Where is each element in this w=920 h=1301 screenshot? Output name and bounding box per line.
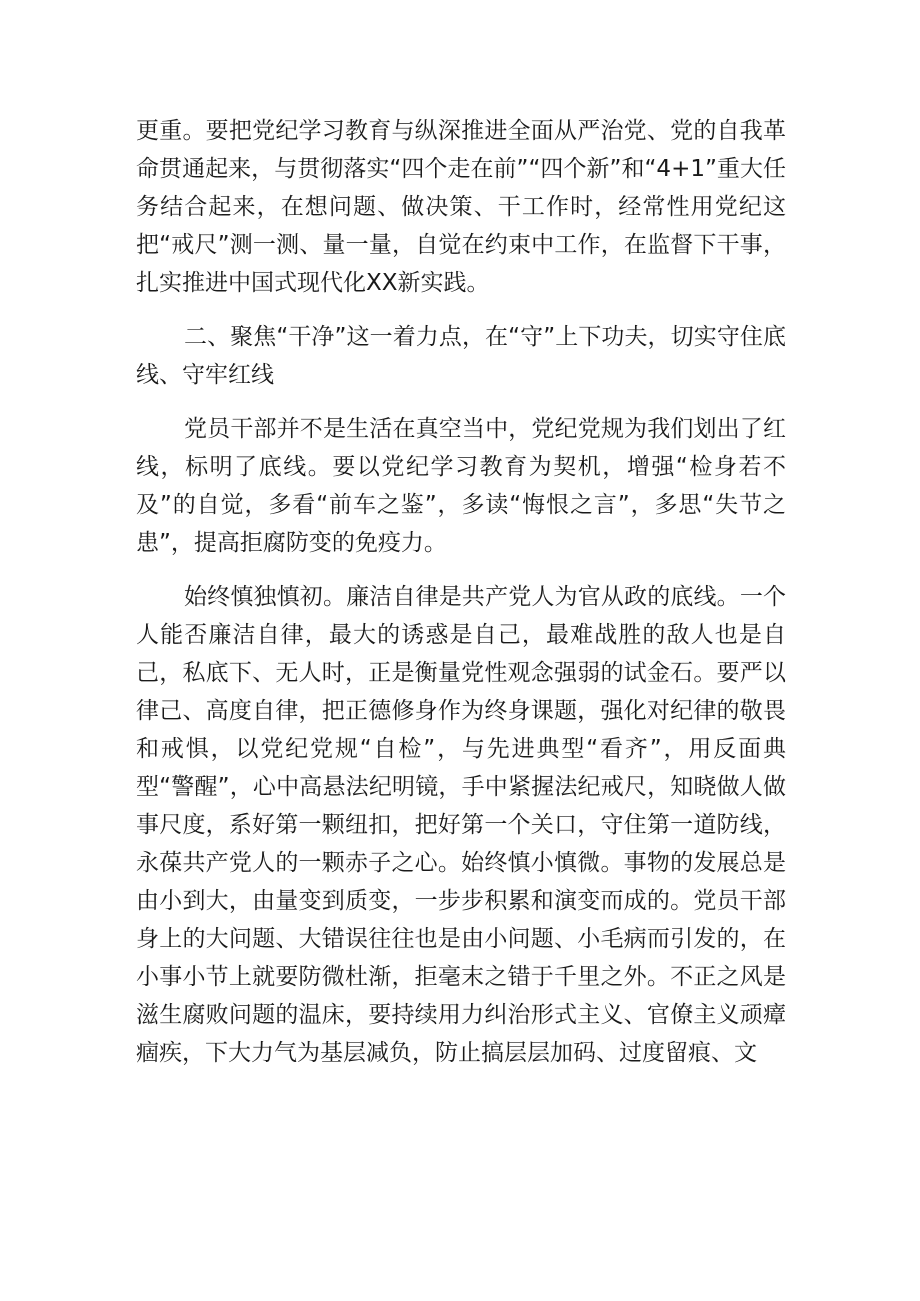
section-heading: 二、聚焦“干净”这一着力点，在“守”上下功夫，切实守住底线、守牢红线	[136, 324, 786, 388]
paragraph-self-discipline: 始终慎独慎初。廉洁自律是共产党人为官从政的底线。一个人能否廉洁自律，最大的诱惑是自己，最难战胜的敌人也是自己，私底下、无人时，正是衡量党性观念强弱的试金石。要严以律己、高度自律，把正德修身作为终身课题，强化对纪律的敬畏和戒惧，以党纪党规“自检”，与先进典型“看齐”，用反面典型“警醒”，心中高悬法纪明镜，手中紧握法纪戒尺，知晓做人做事尺度，系好第一颗纽扣，把好第一个关口，守住第一道防线，永葆共产党人的一颗赤子之心。始终慎小慎微。事物的发展总是由小到大，由量变到质变，一步步积累和演变而成的。党员干部身上的大问题、大错误往往也是由小问题、小毛病而引发的，在小事小节上就要防微杜渐，拒毫末之错于千里之外。不正之风是滋生腐败问题的温床，要持续用力纠治形式主义、官僚主义顽瘴痼疾，下大力气为基层减负，防止搞层层加码、过度留痕、文	[136, 584, 786, 1066]
document-body	[136, 112, 786, 1086]
paragraph-red-line: 党员干部并不是生活在真空当中，党纪党规为我们划出了红线，标明了底线。要以党纪学习教育为契机，增强“检身若不及”的自觉，多看“前车之鉴”，多读“悔恨之言”，多思“失节之患”，提高拒腐防变的免疫力。	[136, 416, 786, 556]
paragraph-continuation: 更重。要把党纪学习教育与纵深推进全面从严治党、党的自我革命贯通起来，与贯彻落实“四个走在前”“四个新”和“4+1”重大任务结合起来，在想问题、做决策、干工作时，经常性用党纪这把“戒尺”测一测、量一量，自觉在约束中工作，在监督下干事，扎实推进中国式现代化XX新实践。	[136, 118, 786, 296]
